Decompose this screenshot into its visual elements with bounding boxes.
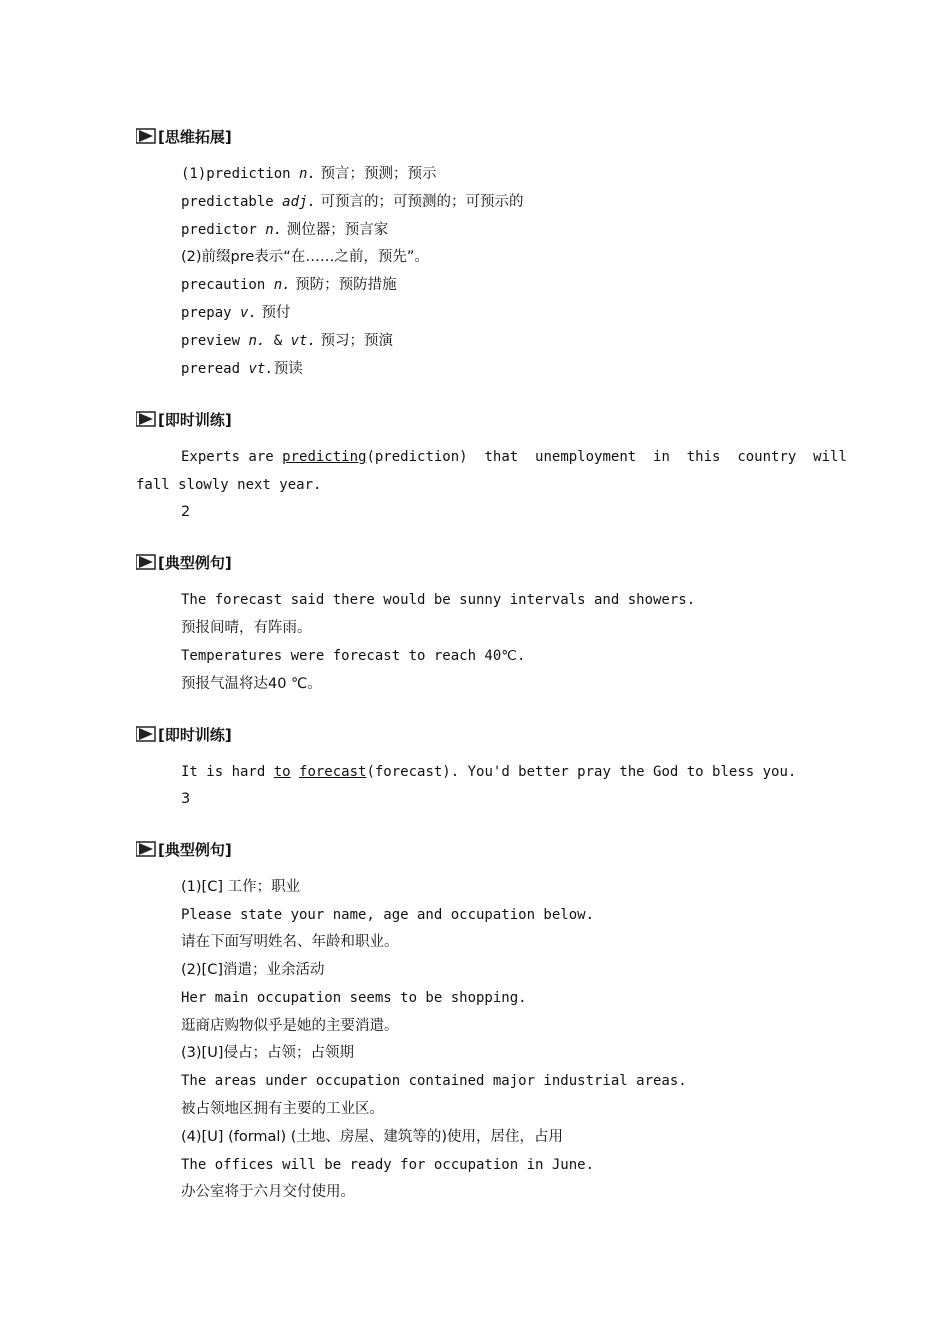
exercise-sentence: Experts are predicting(prediction) that unemployment in this country will xyxy=(181,449,847,465)
sense-label: (3)[U]侵占；占领；占领期 xyxy=(181,1045,354,1061)
exercise-sentence-continued: fall slowly next year. xyxy=(136,477,322,493)
sense-label: (2)[C]消遣；业余活动 xyxy=(181,962,325,978)
example-chinese: 被占领地区拥有主要的工业区。 xyxy=(181,1101,384,1117)
example-chinese: 逛商店购物似乎是她的主要消遣。 xyxy=(181,1018,399,1034)
example-english: The forecast said there would be sunny intervals and showers. xyxy=(181,592,696,608)
section-heading-instant-practice xyxy=(136,724,232,744)
heading-text: [即时训练] xyxy=(158,410,232,429)
item-number: 3 xyxy=(181,791,191,807)
answer-blank: forecast xyxy=(299,764,367,780)
entry-line: prepay v. 预付 xyxy=(181,305,291,321)
example-chinese: 预报气温将达40 ℃。 xyxy=(181,676,322,692)
example-english: Her main occupation seems to be shopping. xyxy=(181,990,527,1006)
play-triangle-icon xyxy=(136,554,156,570)
item-number: 2 xyxy=(181,504,191,520)
entry-line: precaution n. 预防；预防措施 xyxy=(181,277,397,293)
example-english: Temperatures were forecast to reach 40℃. xyxy=(181,648,526,664)
example-english: The offices will be ready for occupation in June. xyxy=(181,1157,595,1173)
sense-label: (1)[C] 工作；职业 xyxy=(181,879,301,895)
section-heading-typical-examples xyxy=(136,552,232,572)
example-chinese: 请在下面写明姓名、年龄和职业。 xyxy=(181,934,399,950)
play-triangle-icon xyxy=(136,411,156,427)
entry-line: preview n. & vt. 预习；预演 xyxy=(181,333,393,349)
entry-line: preread vt.预读 xyxy=(181,361,303,377)
section-heading-thinking-extension xyxy=(136,126,232,146)
example-chinese: 预报间晴，有阵雨。 xyxy=(181,620,312,636)
example-english: Please state your name, age and occupation below. xyxy=(181,907,595,923)
entry-line: (2)前缀pre表示“在……之前，预先”。 xyxy=(181,249,429,265)
example-chinese: 办公室将于六月交付使用。 xyxy=(181,1184,355,1200)
play-triangle-icon xyxy=(136,726,156,742)
heading-text: [即时训练] xyxy=(158,725,232,744)
section-heading-typical-examples xyxy=(136,839,232,859)
answer-blank: predicting xyxy=(282,449,367,465)
heading-text: [思维拓展] xyxy=(158,127,232,146)
example-english: The areas under occupation contained major industrial areas. xyxy=(181,1073,687,1089)
entry-line: predictor n. 测位器；预言家 xyxy=(181,222,389,238)
entry-line: predictable adj. 可预言的；可预测的；可预示的 xyxy=(181,194,524,210)
entry-line: (1)prediction n. 预言；预测；预示 xyxy=(181,166,437,182)
sense-label: (4)[U] (formal) (土地、房屋、建筑等的)使用，居住，占用 xyxy=(181,1129,564,1145)
answer-blank: to xyxy=(273,764,291,780)
heading-text: [典型例句] xyxy=(158,553,232,572)
play-triangle-icon xyxy=(136,841,156,857)
play-triangle-icon xyxy=(136,128,156,144)
section-heading-instant-practice xyxy=(136,409,232,429)
exercise-sentence: It is hard to forecast(forecast). You'd better pray the God to bless you. xyxy=(181,764,797,780)
heading-text: [典型例句] xyxy=(158,840,232,859)
